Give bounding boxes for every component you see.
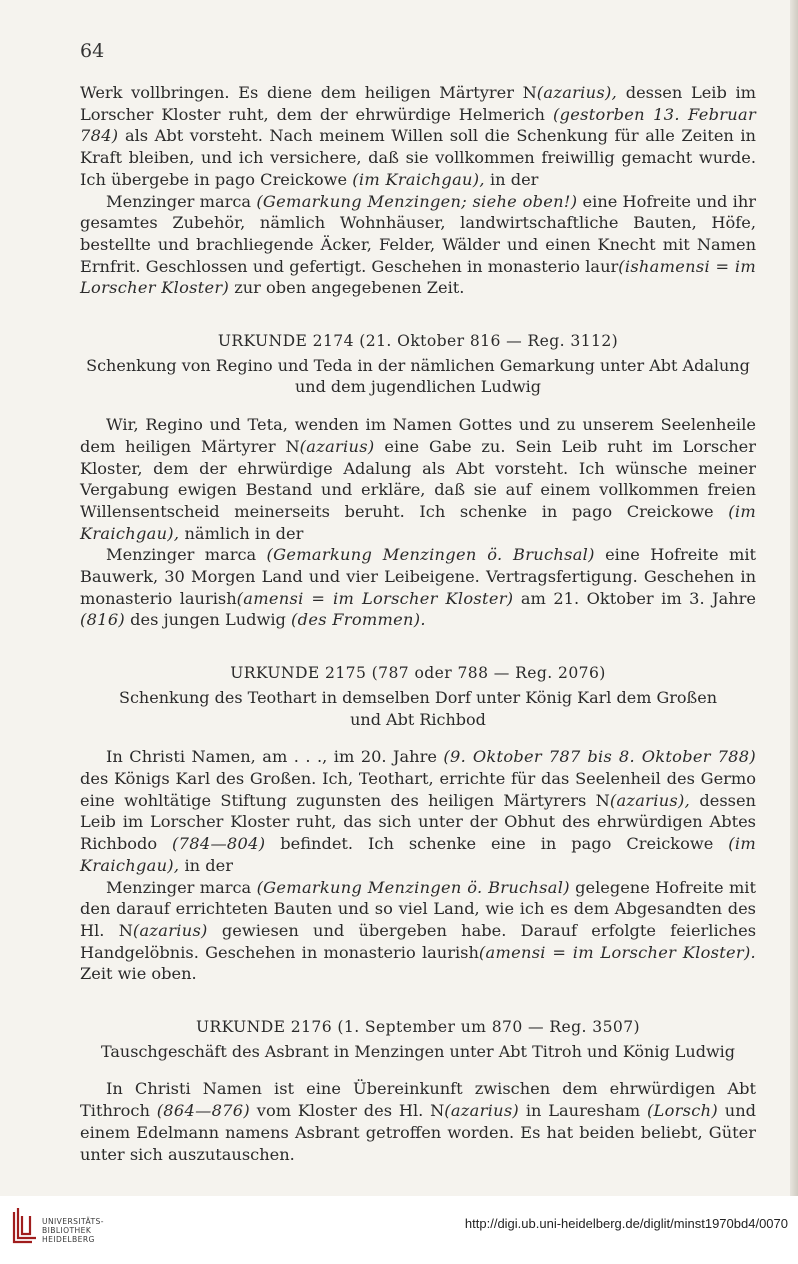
text-run: Wir, Regino und Teta, wenden im Namen Gottes und zu unserem Seelenheile dem heiligen Märtyrer N (80, 415, 756, 456)
text-run: In Christi Namen ist eine Übereinkunft zwischen dem ehrwürdigen Abt Tithroch (80, 1079, 756, 1121)
urkunde-title: und dem jugendlichen Ludwig (294, 377, 541, 397)
text-run: Zeit wie oben. (80, 964, 197, 984)
italic-run: (Gemarkung Menzingen ö. Bruchsal) (266, 545, 595, 565)
italic-run: (ishamensi = im Lorscher Kloster) (80, 256, 756, 298)
urkunde-heading: URKUNDE 2176 (1. September um 870 — Reg. 3507) (195, 1018, 641, 1037)
italic-run: (amensi = im Lorscher Kloster). (478, 942, 757, 962)
text-run: befindet. Ich schenke eine in pago Creickowe (265, 834, 729, 854)
italic-run: (Lorsch) (646, 1101, 718, 1121)
text-run: gewiesen und übergeben habe. Darauf erfolgte feierliches Handgelöbnis. Geschehen in monasterio laurish (80, 920, 756, 962)
urkunde-paragraph (80, 746, 756, 876)
text-run: dessen Leib im Lorscher Kloster ruht, das sich unter der Obhut des ehrwürdigen Abtes Richbodo (80, 790, 756, 854)
urkunde-paragraph (80, 414, 756, 544)
italic-run: (gestorben 13. Februar 784) (80, 104, 756, 146)
italic-run: (864—876) (156, 1101, 250, 1121)
urkunde-heading: URKUNDE 2175 (787 oder 788 — Reg. 2076) (230, 664, 606, 683)
urkunde-title: und Abt Richbod (350, 709, 486, 729)
urkunde-heading: URKUNDE 2174 (21. Oktober 816 — Reg. 3112) (217, 332, 619, 351)
italic-run: (im Kraichgau), (80, 501, 756, 543)
italic-run: (im Kraichgau), (80, 834, 757, 875)
text-run: dessen Leib im Lorscher Kloster ruht, dem der ehrwürdige Helmerich (80, 83, 756, 124)
italic-run: (Gemarkung Menzingen ö. Bruchsal) (256, 877, 570, 897)
italic-run: (im Kraichgau), (352, 169, 485, 189)
italic-run: (amensi = im Lorscher Kloster) (236, 588, 514, 608)
text-run: am 21. Oktober im 3. Jahre (513, 588, 757, 608)
italic-run: (Gemarkung Menzingen; siehe oben!) (256, 191, 578, 211)
urkunde-2176 (80, 1017, 756, 1165)
library-logo-text (42, 1217, 104, 1244)
italic-run: (des Frommen). (291, 610, 426, 630)
text-run: nämlich in der (179, 523, 304, 543)
text-run: des jungen Ludwig (125, 610, 292, 630)
source-url-link[interactable]: http://digi.ub.uni-heidelberg.de/diglit/minst1970bd4/0070 (464, 1216, 788, 1231)
italic-run: (azarius), (609, 790, 691, 810)
text-run: als Abt vorsteht. Nach meinem Willen soll die Schenkung für alle Zeiten in Kraft bleiben, und ich versichere, daß sie vollkommen freiwillig gemacht wurde. Ich übergebe in pago Creickowe (80, 126, 756, 189)
italic-run: (9. Oktober 787 bis 8. Oktober 788) (443, 747, 756, 767)
text-run: Menzinger marca (106, 545, 267, 565)
library-logo-icon (10, 1206, 36, 1248)
text-run: in der (179, 855, 233, 875)
urkunde-paragraph (80, 877, 756, 986)
urkunde-title: Tauschgeschäft des Asbrant in Menzingen unter Abt Titroh und König Ludwig (100, 1041, 736, 1061)
italic-run: (784—804) (172, 834, 266, 854)
urkunde-2175 (80, 663, 756, 985)
logo-line: BIBLIOTHEK (42, 1226, 92, 1235)
text-run: und einem Edelmann namens Asbrant getroffen worden. Es hat beiden beliebt, Güter unter sich auszutauschen. (80, 1101, 757, 1164)
urkunde-paragraph (80, 1078, 756, 1165)
text-run: gelegene Hofreite mit den darauf errichteten Bauten und so viel Land, wie ich es dem Abgesandten des Hl. N (80, 877, 756, 940)
text-run: Menzinger marca (106, 877, 257, 897)
logo-line: HEIDELBERG (42, 1235, 95, 1244)
page-number: 64 (80, 40, 105, 62)
text-run: eine Hofreite und ihr gesamtes Zubehör, nämlich Wohnhäuser, landwirtschaftliche Bauten, Höfe, bestellte und brachliegende Äcker, Felder, Wälder und einen Knecht mit Namen Ernfrit. Geschlossen und gefertigt. Geschehen in monasterio laur (80, 191, 756, 276)
logo-line: UNIVERSITÄTS- (42, 1217, 104, 1226)
urkunde-title: Schenkung des Teothart in demselben Dorf unter König Karl dem Großen (119, 687, 717, 707)
urkunde-2174 (80, 331, 756, 631)
text-run: in Lauresham (519, 1101, 647, 1121)
text-run: vom Kloster des Hl. N (250, 1101, 445, 1121)
text-run: In Christi Namen, am . . ., im 20. Jahre (106, 747, 444, 767)
italic-run: (azarius) (444, 1101, 520, 1121)
italic-run: (azarius), (536, 83, 618, 102)
paragraph-continued (80, 82, 756, 191)
text-run: des Königs Karl des Großen. Ich, Teothart, errichte für das Seelenheil des Germo eine wohltätige Stiftung zugunsten des heiligen Märtyrers N (80, 768, 756, 810)
urkunde-paragraph (80, 544, 756, 631)
library-footer (0, 1196, 798, 1264)
text-run: eine Hofreite mit Bauwerk, 30 Morgen Land und vier Leibeigene. Vertragsfertigung. Geschehen in monasterio laurish (80, 545, 757, 608)
urkunde-title: Schenkung von Regino und Teda in der nämlichen Gemarkung unter Abt Adalung (86, 355, 750, 375)
page-edge-shadow (790, 0, 798, 1264)
paragraph-menzinger-marca (80, 191, 756, 300)
italic-run: (azarius) (299, 436, 375, 456)
italic-run: (azarius) (132, 920, 208, 940)
document-body (80, 82, 756, 1165)
italic-run: (816) (80, 610, 126, 630)
text-run: in der (484, 169, 539, 189)
text-run: Werk vollbringen. Es diene dem heiligen Märtyrer N (80, 83, 537, 102)
text-run: Menzinger marca (106, 191, 257, 211)
text-run: zur oben angegebenen Zeit. (229, 278, 465, 298)
text-run: eine Gabe zu. Sein Leib ruht im Lorscher Kloster, dem der ehrwürdige Adalung als Abt vorsteht. Ich wünsche meiner Vergabung ewigen Bestand und erkläre, daß sie auf einem vollkommen freien Willensentscheid meinerseits beruht. Ich schenke in pago Creickowe (80, 436, 756, 521)
